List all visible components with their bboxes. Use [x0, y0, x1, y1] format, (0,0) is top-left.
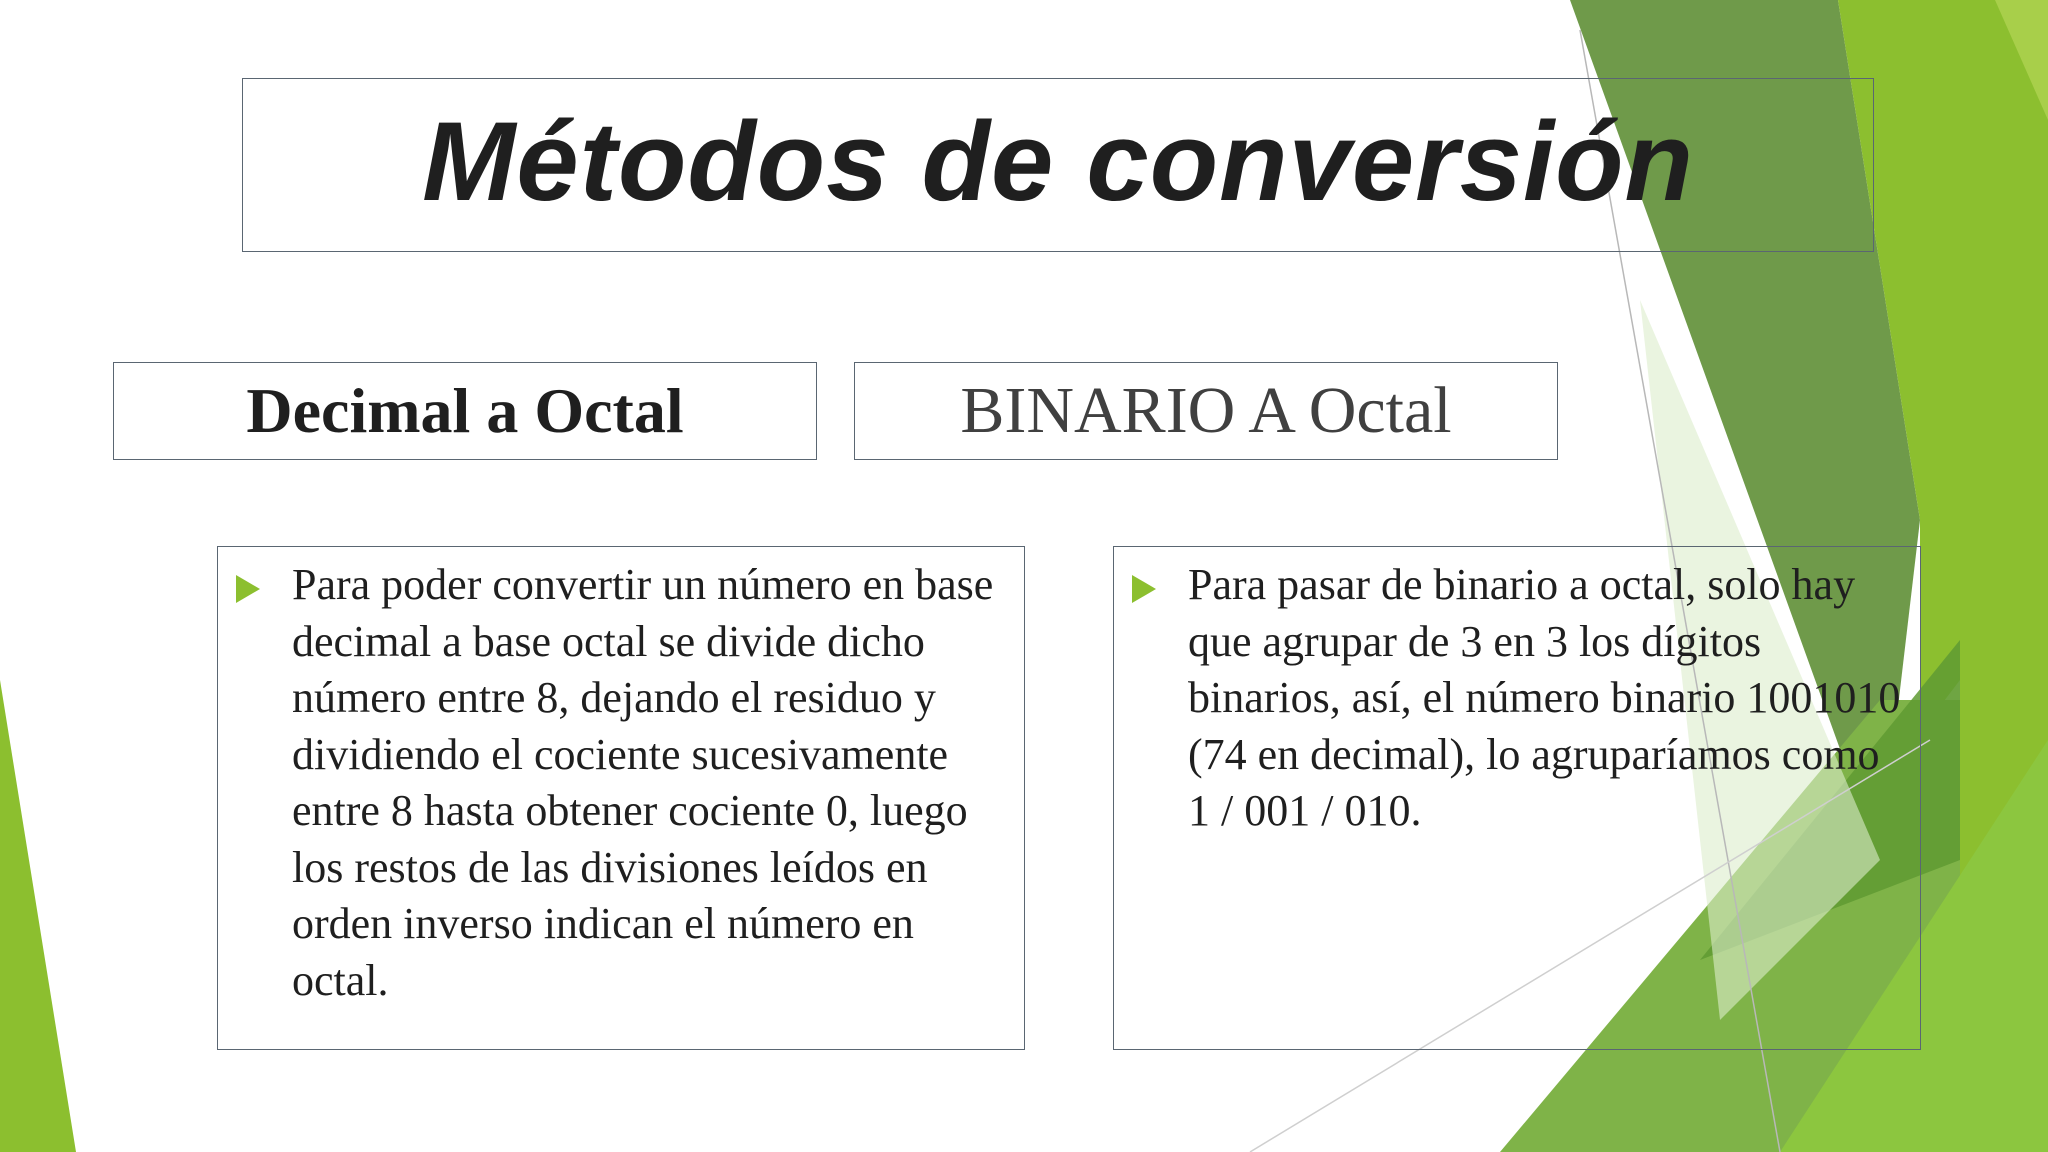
heading-binario-octal [854, 362, 1558, 460]
title-box [242, 78, 1874, 252]
content-box-left [217, 546, 1025, 1050]
bullet-text-right: Para pasar de binario a octal, solo hay que agrupar de 3 en 3 los dígitos binarios, así, el número binario 1001010 (74 en decimal), lo agruparíamos como 1 / 001 / 010. [1188, 560, 1901, 835]
bullet-text-left: Para poder convertir un número en base decimal a base octal se divide dicho número entre 8, dejando el residuo y dividiendo el cociente sucesivamente entre 8 hasta obtener cociente 0, luego los restos de las divisiones leídos en orden inverso indican el número en octal. [292, 560, 994, 1005]
heading-right-text: BINARIO A Octal [960, 374, 1452, 447]
heading-left-text: Decimal a Octal [246, 375, 684, 446]
slide-title: Métodos de conversión [422, 98, 1694, 224]
bullet-item-right [1132, 557, 1906, 840]
bullet-item-left [236, 557, 1010, 1009]
left-green-shape [0, 680, 76, 1152]
heading-decimal-octal [113, 362, 817, 460]
content-box-right [1113, 546, 1921, 1050]
triangle-bullet-icon [1132, 575, 1156, 603]
triangle-bullet-icon [236, 575, 260, 603]
